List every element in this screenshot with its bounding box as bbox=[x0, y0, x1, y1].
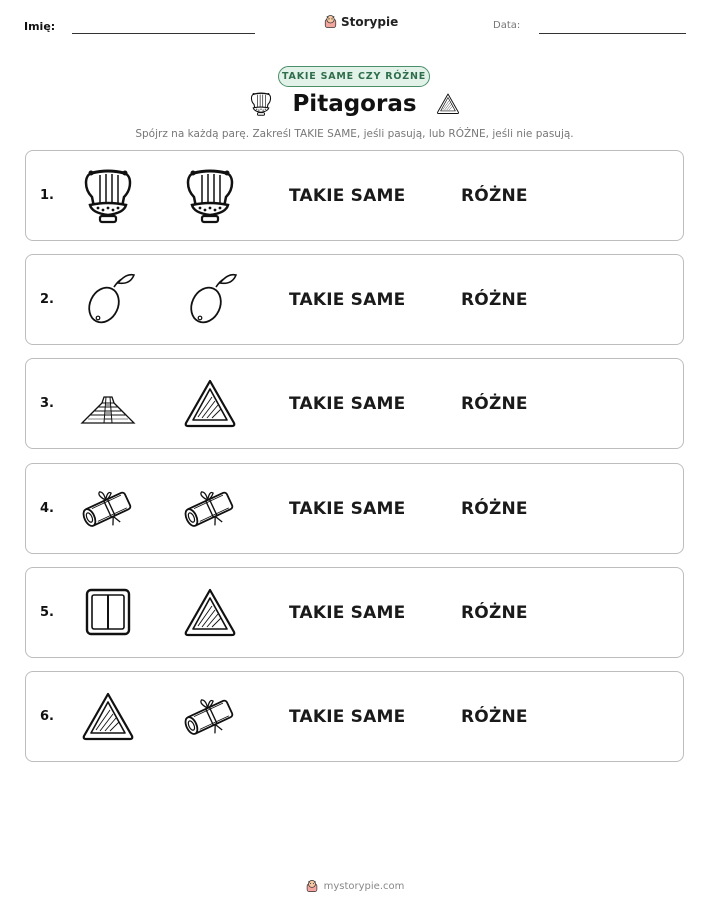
scroll-icon bbox=[78, 480, 138, 538]
question-number: 1. bbox=[40, 188, 54, 203]
question-number: 4. bbox=[40, 501, 54, 516]
olive-icon bbox=[78, 271, 138, 329]
scroll-icon bbox=[180, 688, 240, 746]
name-line bbox=[72, 33, 255, 34]
option-different[interactable]: RÓŻNE bbox=[461, 603, 528, 623]
question-number: 6. bbox=[40, 709, 54, 724]
storypie-mascot-icon bbox=[323, 14, 338, 29]
question-number: 3. bbox=[40, 396, 54, 411]
option-different[interactable]: RÓŻNE bbox=[461, 394, 528, 414]
option-same[interactable]: TAKIE SAME bbox=[289, 290, 406, 310]
triangle-icon bbox=[180, 375, 240, 433]
triangle-icon bbox=[78, 688, 138, 746]
lyre-icon bbox=[248, 91, 274, 117]
question-row bbox=[25, 358, 684, 449]
name-label: Imię: bbox=[24, 20, 56, 33]
date-line bbox=[539, 33, 686, 34]
brand-logo bbox=[323, 14, 398, 29]
question-row bbox=[25, 463, 684, 554]
option-same[interactable]: TAKIE SAME bbox=[289, 394, 406, 414]
olive-icon bbox=[180, 271, 240, 329]
option-different[interactable]: RÓŻNE bbox=[461, 499, 528, 519]
option-same[interactable]: TAKIE SAME bbox=[289, 603, 406, 623]
worksheet-header bbox=[0, 14, 709, 42]
square-icon bbox=[78, 584, 138, 642]
question-row bbox=[25, 254, 684, 345]
option-same[interactable]: TAKIE SAME bbox=[289, 499, 406, 519]
question-row bbox=[25, 671, 684, 762]
title-row bbox=[0, 91, 709, 117]
footer-url: mystorypie.com bbox=[323, 880, 405, 892]
instructions: Spójrz na każdą parę. Zakreśl TAKIE SAME, jeśli pasują, lub RÓŻNE, jeśli nie pasują. bbox=[135, 128, 574, 140]
option-same[interactable]: TAKIE SAME bbox=[289, 186, 406, 206]
triangle-icon bbox=[180, 584, 240, 642]
storypie-mascot-icon bbox=[305, 879, 319, 893]
question-number: 5. bbox=[40, 605, 54, 620]
pyramid-icon bbox=[78, 375, 138, 433]
option-same[interactable]: TAKIE SAME bbox=[289, 707, 406, 727]
page-title: Pitagoras bbox=[292, 91, 417, 117]
footer bbox=[0, 879, 709, 893]
question-number: 2. bbox=[40, 292, 54, 307]
option-different[interactable]: RÓŻNE bbox=[461, 186, 528, 206]
triangle-icon bbox=[435, 91, 461, 117]
option-different[interactable]: RÓŻNE bbox=[461, 290, 528, 310]
option-different[interactable]: RÓŻNE bbox=[461, 707, 528, 727]
date-label: Data: bbox=[493, 20, 521, 31]
scroll-icon bbox=[180, 480, 240, 538]
activity-badge: TAKIE SAME CZY RÓŻNE bbox=[278, 66, 430, 87]
question-row bbox=[25, 567, 684, 658]
brand-name: Storypie bbox=[341, 14, 399, 29]
question-row bbox=[25, 150, 684, 241]
lyre-icon bbox=[78, 167, 138, 225]
lyre-icon bbox=[180, 167, 240, 225]
